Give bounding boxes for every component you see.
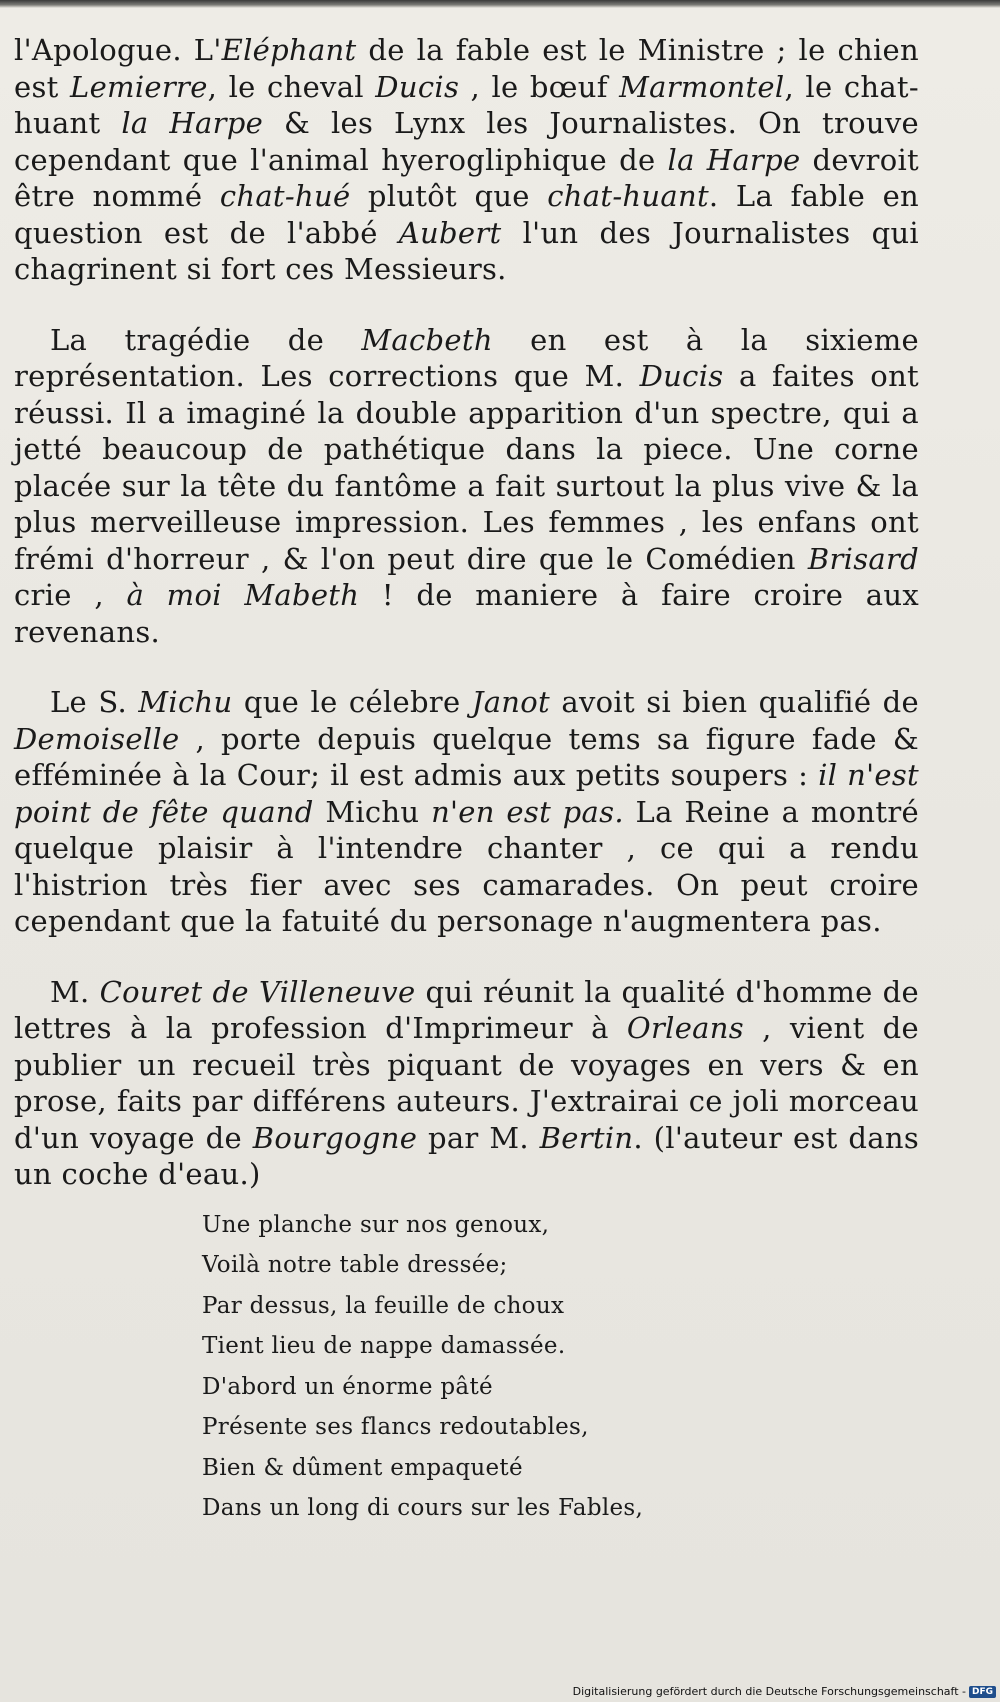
verse-line: Par dessus, la feuille de choux	[202, 1292, 565, 1319]
italic-run: Orleans	[626, 1011, 744, 1045]
dfg-logo-icon: DFG	[969, 1686, 996, 1698]
italic-run: Michu	[138, 685, 233, 719]
credit-text: Digitalisierung gefördert durch die Deutsche Forschungsgemeinschaft -	[572, 1685, 966, 1698]
verse-line: Tient lieu de nappe damassée.	[202, 1333, 566, 1359]
text-run: , le bœuf	[459, 69, 620, 104]
italic-run: Ducis	[639, 359, 724, 393]
text-run: M.	[50, 974, 100, 1009]
text-run: & les Lynx les Journalistes. On trouve cependant que l'animal hyerogliphique de	[14, 106, 920, 177]
italic-run: Aubert	[398, 215, 502, 250]
italic-run: Brisard	[807, 541, 919, 576]
text-run: a faites ont réussi. Il a imaginé la double apparition d'un spectre, qui a jetté beaucoup de pathétique dans la piece. Une corne placée sur la tête du fantôme a fait surtout la plus vive & la plus merveilleuse impression. Les femmes , les enfans ont frémi d'horreur , & l'on peut dire que le Comédien	[14, 359, 920, 576]
italic-run: Demoiselle	[14, 721, 180, 756]
italic-run: Bourgogne	[252, 1120, 418, 1155]
verse-line: Voilà notre table dressée;	[202, 1252, 508, 1278]
text-run: La tragédie de	[50, 322, 362, 357]
text-run: La Reine a montré quelque plaisir à l'intendre chanter , ce qui a rendu l'histrion très fier avec ses camarades. On peut croire cependant que la fatuité du personage n'augmentera pas.	[14, 794, 919, 938]
verse-line: Bien & dûment empaqueté	[202, 1454, 523, 1481]
italic-run: Ducis	[375, 69, 460, 104]
text-run: , le cheval	[207, 69, 376, 104]
text-run: de la fable est le Ministre ; le chien est	[14, 33, 919, 104]
italic-run: n'en est pas.	[431, 794, 624, 829]
body-text	[14, 32, 919, 1529]
verse-line: Dans un long di cours sur les Fables,	[202, 1495, 644, 1521]
digitization-credit	[573, 1685, 996, 1698]
text-run: , vient de publier un recueil très piquant de voyages en vers & en prose, faits par différens auteurs. J'extrairai ce joli morceau d'un voyage de	[14, 1011, 919, 1155]
paragraph	[14, 32, 919, 288]
paragraph	[14, 974, 919, 1193]
verse-line: Une planche sur nos genoux,	[202, 1211, 550, 1238]
text-run: ! de maniere à faire croire aux revenans.	[14, 578, 919, 649]
italic-run: Eléphant	[221, 33, 357, 67]
italic-run: chat-huant	[547, 179, 709, 213]
paragraph	[14, 322, 919, 651]
text-run: , porte depuis quelque tems sa figure fade & efféminée à la Cour; il est admis aux petits soupers :	[14, 721, 919, 792]
page-top-edge	[0, 0, 1000, 8]
text-run: que le célebre	[232, 685, 472, 719]
text-run: crie ,	[14, 578, 127, 612]
text-run: l'un des Journalistes qui chagrinent si fort ces Messieurs.	[14, 215, 920, 286]
verse-line: D'abord un énorme pâté	[202, 1373, 493, 1400]
verse-line: Présente ses flancs redoutables,	[202, 1414, 589, 1440]
paragraph	[14, 684, 919, 940]
italic-run: Macbeth	[361, 322, 493, 357]
text-run: en est à la sixieme représentation. Les corrections que M.	[14, 322, 919, 393]
text-run: l'Apologue. L'	[14, 33, 222, 67]
italic-run: à moi Mabeth	[126, 578, 360, 612]
italic-run: la Harpe	[121, 106, 264, 140]
text-run: devroit être nommé	[14, 142, 919, 213]
italic-run: Couret de Villeneuve	[99, 974, 416, 1009]
text-run: Michu	[313, 794, 432, 829]
text-run: . (l'auteur est dans un coche d'eau.)	[14, 1120, 920, 1191]
italic-run: Lemierre	[70, 69, 208, 104]
italic-run: Bertin	[539, 1120, 634, 1155]
italic-run: chat-hué	[219, 179, 351, 213]
text-run: plutôt que	[350, 179, 548, 213]
italic-run: la Harpe	[667, 142, 801, 177]
italic-run: il n'est point de fête quand	[14, 758, 919, 829]
text-run: . La fable en question est de l'abbé	[14, 179, 920, 250]
text-run: avoit si bien qualifié de	[550, 685, 919, 719]
verse-block	[202, 1205, 919, 1529]
text-run: qui réunit la qualité d'homme de lettres à la profession d'Imprimeur à	[14, 974, 920, 1045]
italic-run: Janot	[471, 685, 551, 719]
text-run: par M.	[417, 1120, 540, 1155]
paragraph-list	[14, 32, 919, 1193]
text-run: , le chat-huant	[14, 69, 919, 140]
italic-run: Marmontel	[619, 69, 785, 104]
text-run: Le S.	[50, 685, 139, 719]
